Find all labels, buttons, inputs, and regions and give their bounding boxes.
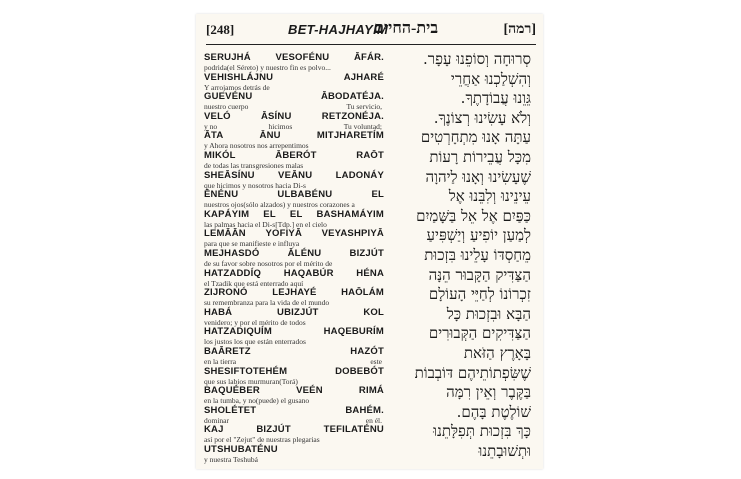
transliteration	[204, 424, 384, 435]
transliteration-word: MIKÓL	[204, 150, 236, 161]
transliteration-word: LEJHAYÉ	[272, 287, 317, 299]
transliteration-word: ZIJRONÓ	[204, 287, 248, 299]
transliteration-word: HÉNA	[356, 267, 384, 279]
transliteration	[204, 326, 384, 337]
transliteration	[204, 91, 384, 102]
transliteration-word: ĀNU	[259, 130, 281, 142]
transliteration-word: HAQABÚR	[283, 267, 334, 279]
hebrew-text: סְרוּחָה וְסוֹפֵנוּ עָפָר.	[422, 50, 531, 68]
transliteration-word: TEFILATÉNU	[323, 424, 384, 436]
transliteration-word: UBIZJÚT	[277, 306, 319, 318]
hebrew-text: עַתָּה אָנוּ מִתְחָרְטִים	[420, 128, 531, 147]
transliteration-word: ĀBODATÉJA.	[320, 91, 384, 103]
hebrew-text: וְלֹא עָשִׂינוּ רְצוֹנֶךָ.	[433, 108, 531, 127]
transliteration-word: EL	[289, 208, 303, 220]
transliteration-word: MEJHASDÓ	[204, 248, 260, 259]
transliteration-word: YOFIYĀ	[265, 228, 303, 240]
transliteration	[204, 346, 384, 357]
spanish-gloss-part: para que se manifieste e influya	[204, 239, 300, 249]
hebrew-text: מֵחַסְדּוֹ עָלֵינוּ בִּזְכוּת	[424, 246, 531, 264]
transliteration-word: EL	[263, 208, 276, 220]
transliteration-word: LADONÁY	[335, 169, 384, 181]
transliteration-word: KOL	[363, 306, 384, 318]
transliteration	[204, 111, 384, 122]
spanish-gloss-part: y no	[204, 121, 218, 131]
spanish-gloss-part: Tu voluntad;	[343, 121, 382, 131]
transliteration-word: ĀTA	[204, 130, 224, 142]
hebrew-text: לְמַעַן יוֹפִיעַ וְיַשְׁפִּיעַ	[426, 226, 531, 245]
transliteration	[204, 150, 384, 161]
hebrew-text: בַּקֶּבֶר וְאֵין רִמָּה	[446, 383, 531, 402]
spanish-gloss-part: en la tierra	[204, 357, 237, 366]
transliteration-word: BAQUÉBER	[204, 385, 260, 397]
transliteration-word: VELÓ	[204, 110, 231, 122]
transliteration-word: VEĀNU	[278, 169, 313, 181]
page-number: [248]	[206, 22, 235, 37]
transliteration-word: VESOFÉNU	[275, 52, 330, 63]
transliteration-word: ĀBERÓT	[275, 150, 317, 161]
transliteration	[204, 72, 384, 83]
transliteration	[204, 189, 384, 200]
transliteration	[204, 307, 384, 318]
transliteration-word: BIZJÚT	[256, 424, 291, 436]
transliteration-word: KAPÁYIM	[204, 208, 250, 220]
transliteration-word: BIZJÚT	[349, 248, 384, 259]
hebrew-reference: [רמה]	[503, 22, 536, 37]
spanish-gloss-part: Tu servicio,	[346, 102, 382, 112]
spanish-gloss-part: que hicimos y nosotros hacia Di-s	[204, 180, 306, 190]
transliteration-word: SHOLÉTET	[204, 404, 257, 416]
transliteration	[204, 228, 384, 239]
transliteration-word: HAQEBURÍM	[323, 326, 384, 338]
transliteration	[204, 52, 384, 63]
transliteration-word: BAHÉM.	[345, 404, 384, 416]
page-header	[206, 18, 536, 45]
spanish-gloss-part: dominar	[204, 415, 229, 425]
transliteration-word: LEMĀĀN	[204, 228, 246, 240]
hebrew-text: בָּאָרֶץ הַזֹּאת	[463, 344, 531, 362]
hebrew-text: הַבָּא וּבִזְכוּת כָּל	[446, 304, 531, 323]
spanish-gloss-part: en la tumba, y no(puede) el gusano	[204, 396, 310, 406]
transliteration-word: VEÉN	[296, 385, 323, 397]
spanish-gloss-part: así por el "Zejut" de nuestras plegarias	[204, 435, 320, 445]
spanish-gloss-part: nuestros ojos(sólo alzados) y nuestros corazones a	[204, 200, 355, 210]
transliteration	[204, 268, 384, 279]
hebrew-title: בית-החיים	[374, 20, 439, 37]
transliteration-word: HABÁ	[204, 306, 233, 318]
spanish-gloss	[204, 455, 382, 464]
spanish-gloss-part: podrida(el Séreto) y nuestro fin es polvo...	[204, 63, 331, 72]
transliteration	[204, 209, 384, 220]
transliteration-word: SHESIFTOTEHÉM	[204, 365, 288, 377]
spanish-gloss-part: y Ahora nosotros nos arrepentimos	[204, 141, 309, 151]
transliteration-word: SHEĀSÍNU	[204, 169, 255, 181]
spanish-gloss-part: las palmas hacia el Di-s[Tdp.] en el cielo	[204, 219, 327, 229]
transliteration-word: BASHAMÁYIM	[316, 208, 384, 220]
hebrew-text: גֵּוֵנוּ עֲבוֹדָתֶךָ.	[460, 89, 531, 108]
transliteration-word: HATZADIQUÍM	[204, 326, 272, 338]
spanish-gloss-part: que sus labios murmuran(Torá)	[204, 376, 298, 386]
spanish-gloss-part: el Tzadik que está enterrado aquí	[204, 278, 304, 288]
transliteration-word: MITJHARETÍM	[316, 130, 384, 142]
transliteration	[204, 405, 384, 416]
transliteration-word: VEHISHLÁJNU	[204, 71, 274, 83]
transliteration-word: UTSHUBATÉNU	[204, 444, 278, 455]
hebrew-text: וּתְשׁוּבָתֵנוּ	[478, 442, 531, 460]
spanish-gloss-part: y nuestra Teshubá	[204, 455, 258, 464]
transliteration-word: VEYASHPIYĀ	[321, 228, 384, 240]
transliteration-word: EL	[371, 189, 384, 201]
transliteration	[204, 385, 384, 396]
spanish-gloss-part: de su favor sobre nosotros por el mérito de	[204, 259, 333, 268]
transliteration-word: ĀLÉNU	[287, 248, 322, 259]
hebrew-text: כָּךְ בִּזְכוּת תְּפִלָּתֵנוּ	[433, 422, 531, 441]
spanish-gloss-part: los justos los que están enterrados	[204, 337, 306, 347]
transliteration-word: DOBEBÓT	[335, 365, 384, 377]
transliteration-word: RAŌT	[356, 150, 384, 161]
transliteration-word: RETZONÉJA.	[321, 110, 384, 122]
transliteration-word: ĒNÉNU	[204, 189, 239, 201]
spanish-gloss-part: de todas las transgresiones malas	[204, 161, 304, 170]
transliteration	[204, 287, 384, 298]
transliteration	[204, 444, 384, 455]
transliteration-word: HAŌLÁM	[341, 287, 384, 299]
spanish-gloss-part: Y arrojamos detrás de	[204, 82, 270, 92]
hebrew-text: וְהִשְׁלַכְנוּ אַחֲרֵי	[450, 69, 531, 88]
prayer-book-page	[196, 14, 543, 469]
transliteration-word: KAJ	[204, 424, 224, 436]
hebrew-text: שׁוֹלֶטֶת בָּהֶם.	[456, 402, 531, 421]
hebrew-text: שֶׁשִּׂפְתוֹתֵיהֶם דּוֹבְבוֹת	[414, 363, 531, 382]
spanish-gloss-part: su remembranza para la vida de el mundo	[204, 298, 330, 308]
transliteration-word: ĀSÍNU	[260, 110, 292, 122]
transliteration	[204, 130, 384, 141]
transliteration	[204, 170, 384, 181]
spanish-gloss-part: este	[370, 357, 382, 366]
spanish-gloss-part: venidero; y por el mérito de todos	[204, 317, 306, 327]
spanish-gloss-part: hicimos	[268, 121, 293, 131]
transliteration-word: RIMÁ	[358, 385, 384, 397]
spanish-gloss-part: en él.	[365, 415, 382, 425]
hebrew-text: עֵינֵינוּ וְלִבֵּנוּ אֶל	[448, 187, 531, 206]
transliteration	[204, 248, 384, 259]
hebrew-text: שֶׁעָשִׂינוּ וְאָנוּ לַיהוָה	[425, 167, 531, 186]
hebrew-text: הַצַּדִּיק הַקָּבוּר הֵנָּה	[428, 265, 531, 284]
hebrew-text: זִכְרוֹנוֹ לְחַיֵּי הָעוֹלָם	[428, 285, 531, 304]
transliteration-word: SERUJHÁ	[204, 52, 251, 63]
transliteration-word: ULBABÉNU	[277, 189, 333, 201]
spanish-gloss-part: nuestro cuerpo	[204, 102, 249, 112]
transliteration-word: HATZADDÍQ	[204, 267, 262, 279]
transliteration-word: GUEVÉNU	[204, 91, 253, 103]
transliteration-word: BAĀRETZ	[204, 346, 251, 357]
transliteration	[204, 366, 384, 377]
transliteration-word: HAZÓT	[350, 346, 384, 357]
hebrew-text: כַּפַּיִם אֶל אֵל בַּשָּׁמַיִם	[416, 206, 531, 225]
hebrew-text: מִכָּל עֲבֵירוֹת רָעוֹת	[429, 148, 531, 166]
transliteration-word: AJHARÉ	[343, 71, 384, 83]
hebrew-text: הַצַּדִּיקִים הַקְּבוּרִים	[428, 324, 531, 343]
page-title: BET-HAJHAYIM	[288, 22, 389, 37]
transliteration-word: ĀFÁR.	[353, 52, 384, 63]
